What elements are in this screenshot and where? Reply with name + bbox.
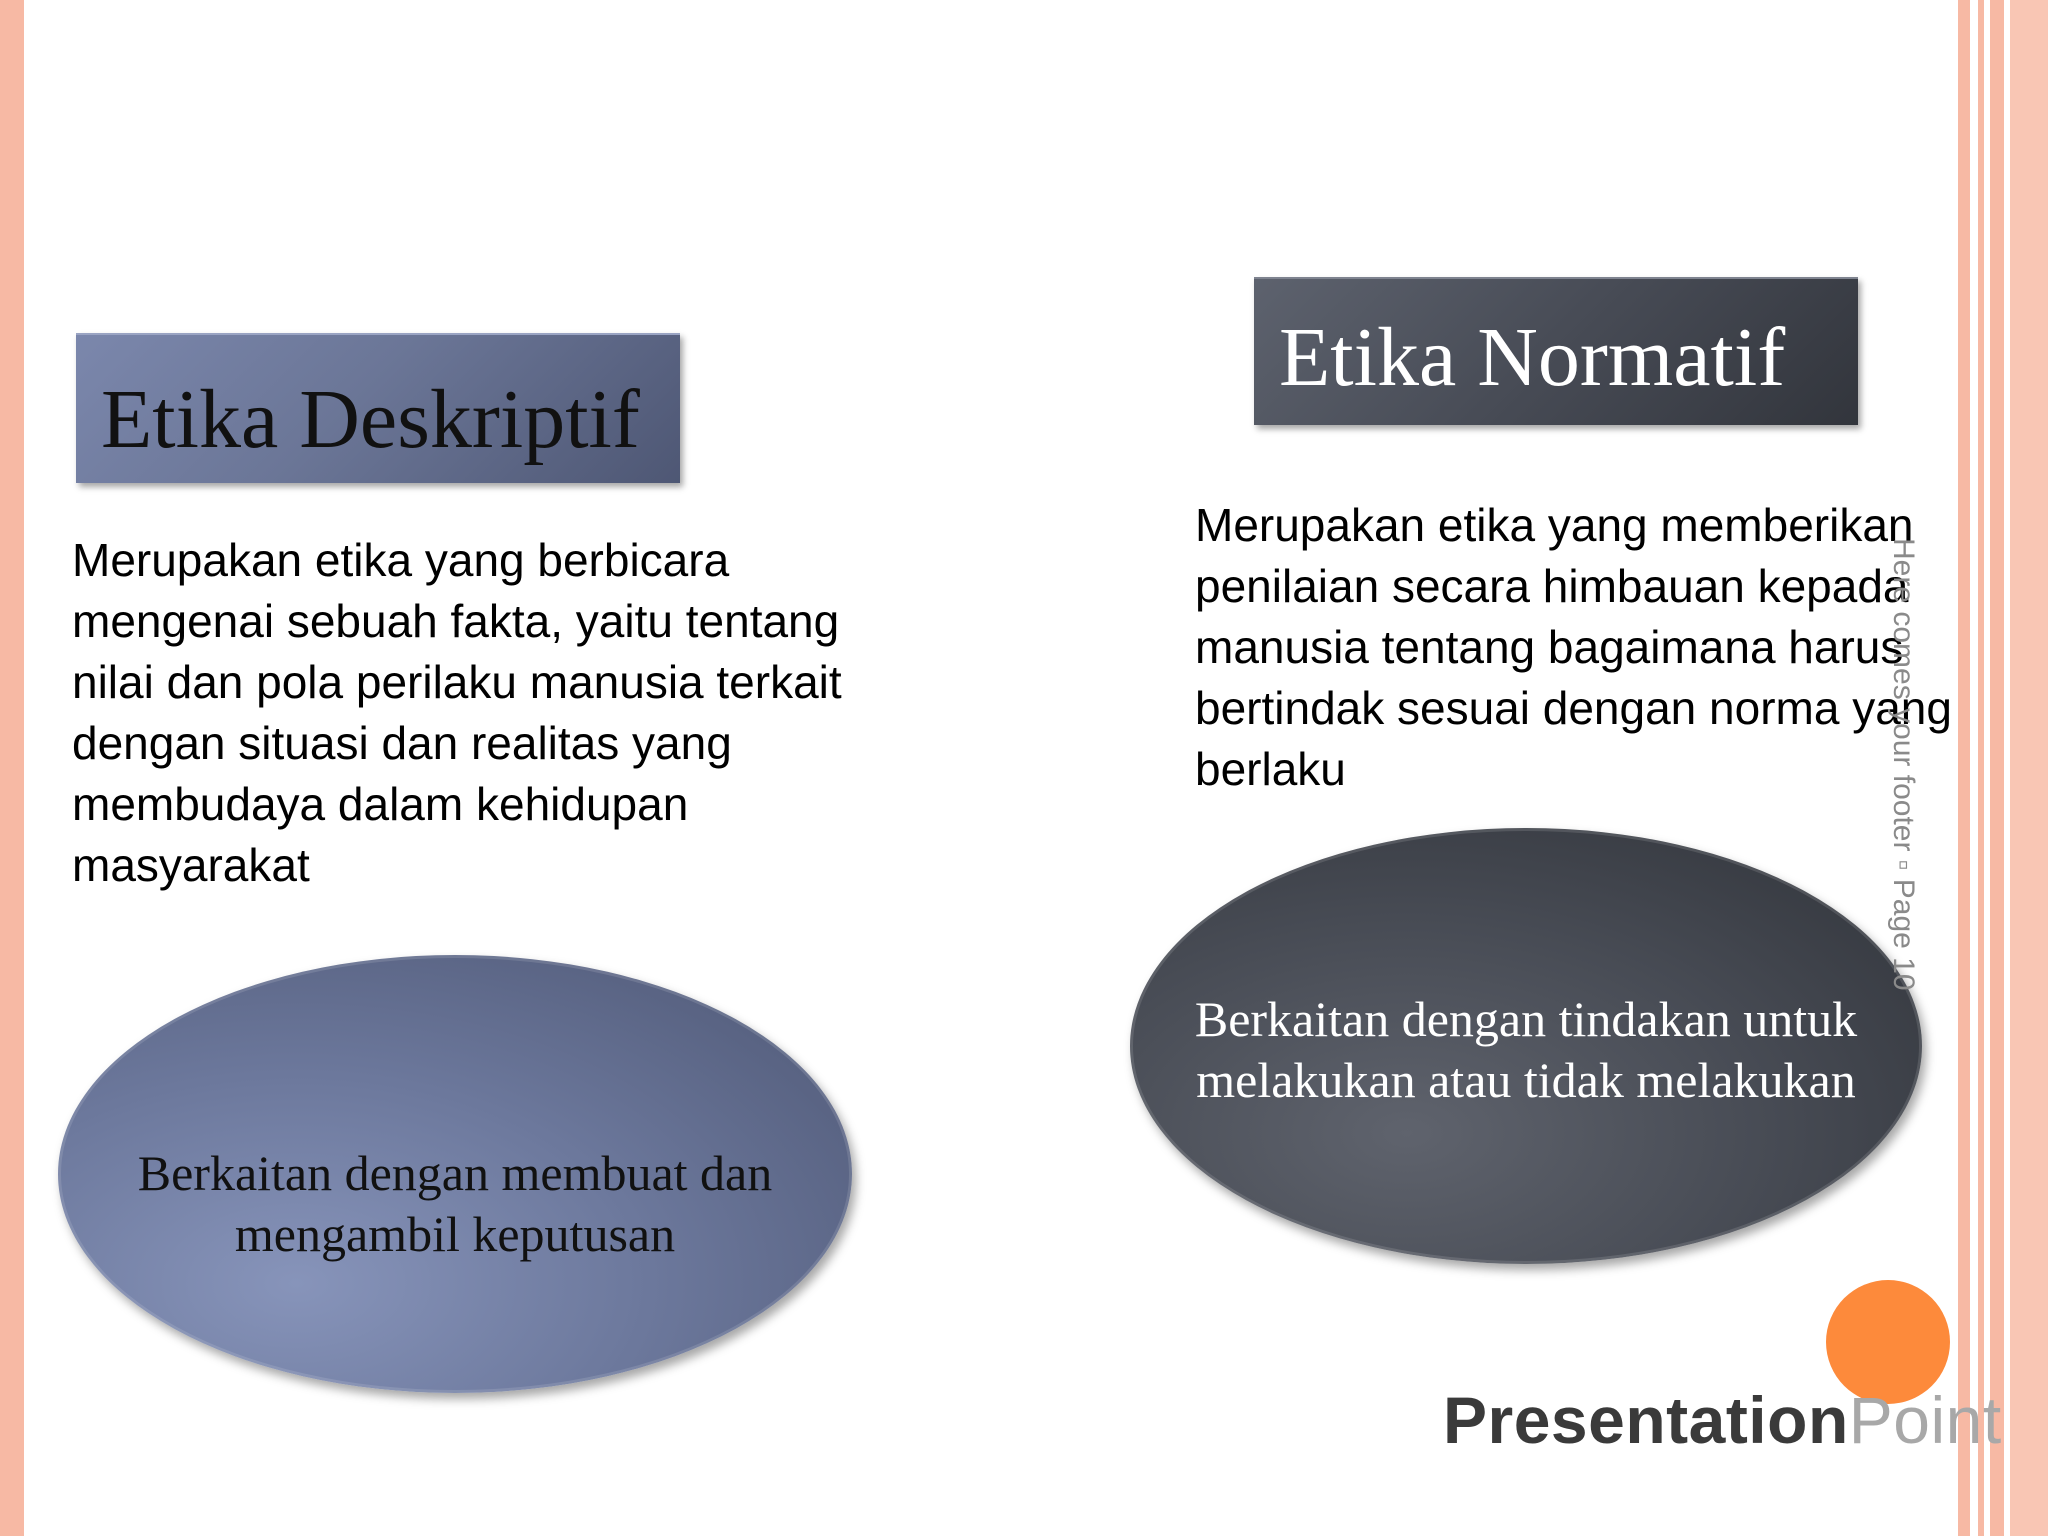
etika-deskriptif-title: Etika Deskriptif bbox=[101, 373, 640, 466]
etika-normatif-title: Etika Normatif bbox=[1279, 311, 1786, 404]
etika-deskriptif-ellipse bbox=[58, 955, 852, 1393]
footer-page-text: Here comes your footer ▫ Page 10 bbox=[1887, 538, 1920, 991]
logo-light-text: Point bbox=[1848, 1383, 2002, 1457]
etika-deskriptif-title-box bbox=[76, 333, 680, 483]
etika-deskriptif-description: Merupakan etika yang berbicara mengenai sebuah fakta, yaitu tentang nilai dan pola perilaku manusia terkait dengan situasi dan realitas yang membudaya dalam kehidupan masyarakat bbox=[72, 534, 842, 891]
presentationpoint-logo bbox=[1443, 1382, 2002, 1458]
etika-normatif-ellipse bbox=[1130, 828, 1922, 1264]
logo-bold-text: Presentation bbox=[1443, 1383, 1849, 1457]
left-border-decoration bbox=[0, 0, 24, 1536]
etika-normatif-description: Merupakan etika yang memberikan penilaian secara himbauan kepada manusia tentang bagaimana harus bertindak sesuai dengan norma yang berlaku bbox=[1195, 499, 1952, 795]
etika-normatif-title-box bbox=[1254, 277, 1858, 425]
etika-normatif-ellipse-text: Berkaitan dengan tindakan untuk melakukan atau tidak melakukan bbox=[1194, 991, 1858, 1108]
etika-deskriptif-ellipse-text: Berkaitan dengan membuat dan mengambil keputusan bbox=[137, 1145, 773, 1262]
right-stripe-decoration bbox=[2010, 0, 2048, 1536]
